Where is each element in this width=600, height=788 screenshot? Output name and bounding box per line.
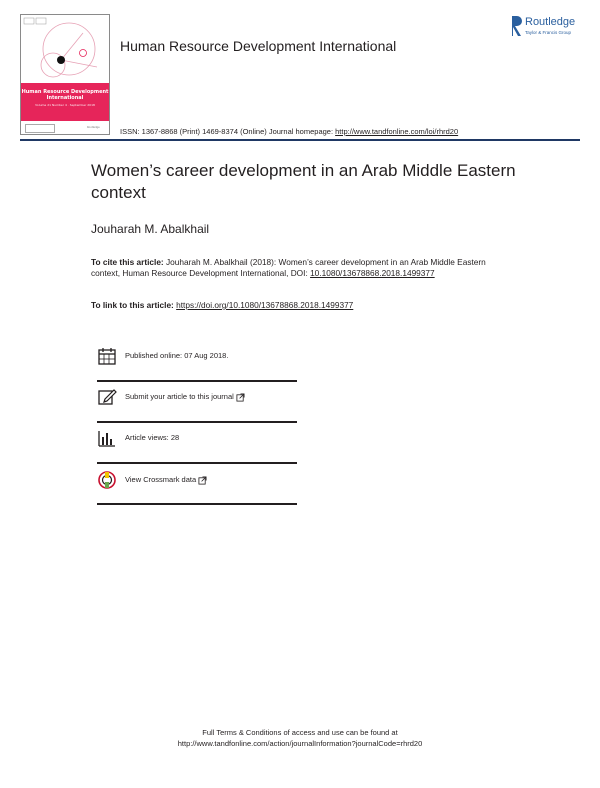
published-online-row (97, 346, 297, 376)
article-views-text: Article views: 28 (125, 433, 180, 442)
publisher-name: Routledge (525, 16, 576, 28)
cover-band-subtitle: Volume 21 Number 4 · September 2018 (35, 103, 95, 107)
routledge-r-icon (511, 15, 523, 37)
crossmark-row[interactable] (97, 470, 297, 500)
citation-label: To cite this article: (91, 257, 164, 267)
calendar-icon (97, 346, 117, 366)
publisher-logo (511, 15, 591, 45)
issn-line (120, 127, 458, 136)
submit-article-row[interactable] (97, 387, 297, 417)
citation-text: Jouharah M. Abalkhail (2018): Women’s career development in an Arab Middle Eastern context, Human Resource Development International, DOI: (91, 257, 486, 278)
info-divider-1 (97, 380, 297, 382)
header-divider (20, 139, 580, 141)
journal-homepage-link[interactable]: http://www.tandfonline.com/loi/rhrd20 (335, 127, 459, 136)
article-views-row (97, 428, 297, 458)
edit-icon (97, 387, 117, 407)
info-divider-3 (97, 462, 297, 464)
cover-circle-art-icon (21, 15, 110, 85)
cover-footer (21, 121, 109, 135)
journal-title: Human Resource Development International (120, 38, 397, 54)
crossmark-icon (97, 470, 117, 490)
citation-doi-link[interactable]: 10.1080/13678868.2018.1499377 (310, 267, 435, 278)
external-link-icon (198, 476, 207, 485)
cover-title-band (21, 83, 109, 121)
article-link-line (91, 300, 353, 310)
citation-block (91, 257, 491, 278)
journal-cover-thumbnail (20, 14, 110, 135)
submit-article-link[interactable]: Submit your article to this journal (125, 392, 245, 402)
link-label: To link to this article: (91, 300, 177, 310)
footer-terms-text: Full Terms & Conditions of access and use can be found at (202, 728, 398, 737)
article-author: Jouharah M. Abalkhail (91, 222, 210, 236)
cover-publisher-mini: Routledge (87, 126, 100, 129)
page-footer (0, 727, 600, 749)
issn-text: ISSN: 1367-8868 (Print) 1469-8374 (Online) Journal homepage: (120, 127, 336, 136)
article-title: Women’s career development in an Arab Middle Eastern context (91, 161, 516, 202)
cover-band-title: Human Resource Development International (21, 89, 109, 101)
info-divider-2 (97, 421, 297, 423)
article-doi-url[interactable]: https://doi.org/10.1080/13678868.2018.1499377 (176, 300, 354, 310)
footer-terms-url[interactable]: http://www.tandfonline.com/action/journalInformation?journalCode=rhrd20 (177, 739, 423, 748)
cover-mini-box (25, 124, 55, 133)
external-link-icon (236, 393, 245, 402)
published-online-text: Published online: 07 Aug 2018. (125, 351, 229, 360)
bar-chart-icon (97, 428, 117, 448)
crossmark-link[interactable]: View Crossmark data (125, 475, 207, 485)
info-divider-4 (97, 503, 297, 505)
publisher-tagline: Taylor & Francis Group (525, 30, 572, 35)
